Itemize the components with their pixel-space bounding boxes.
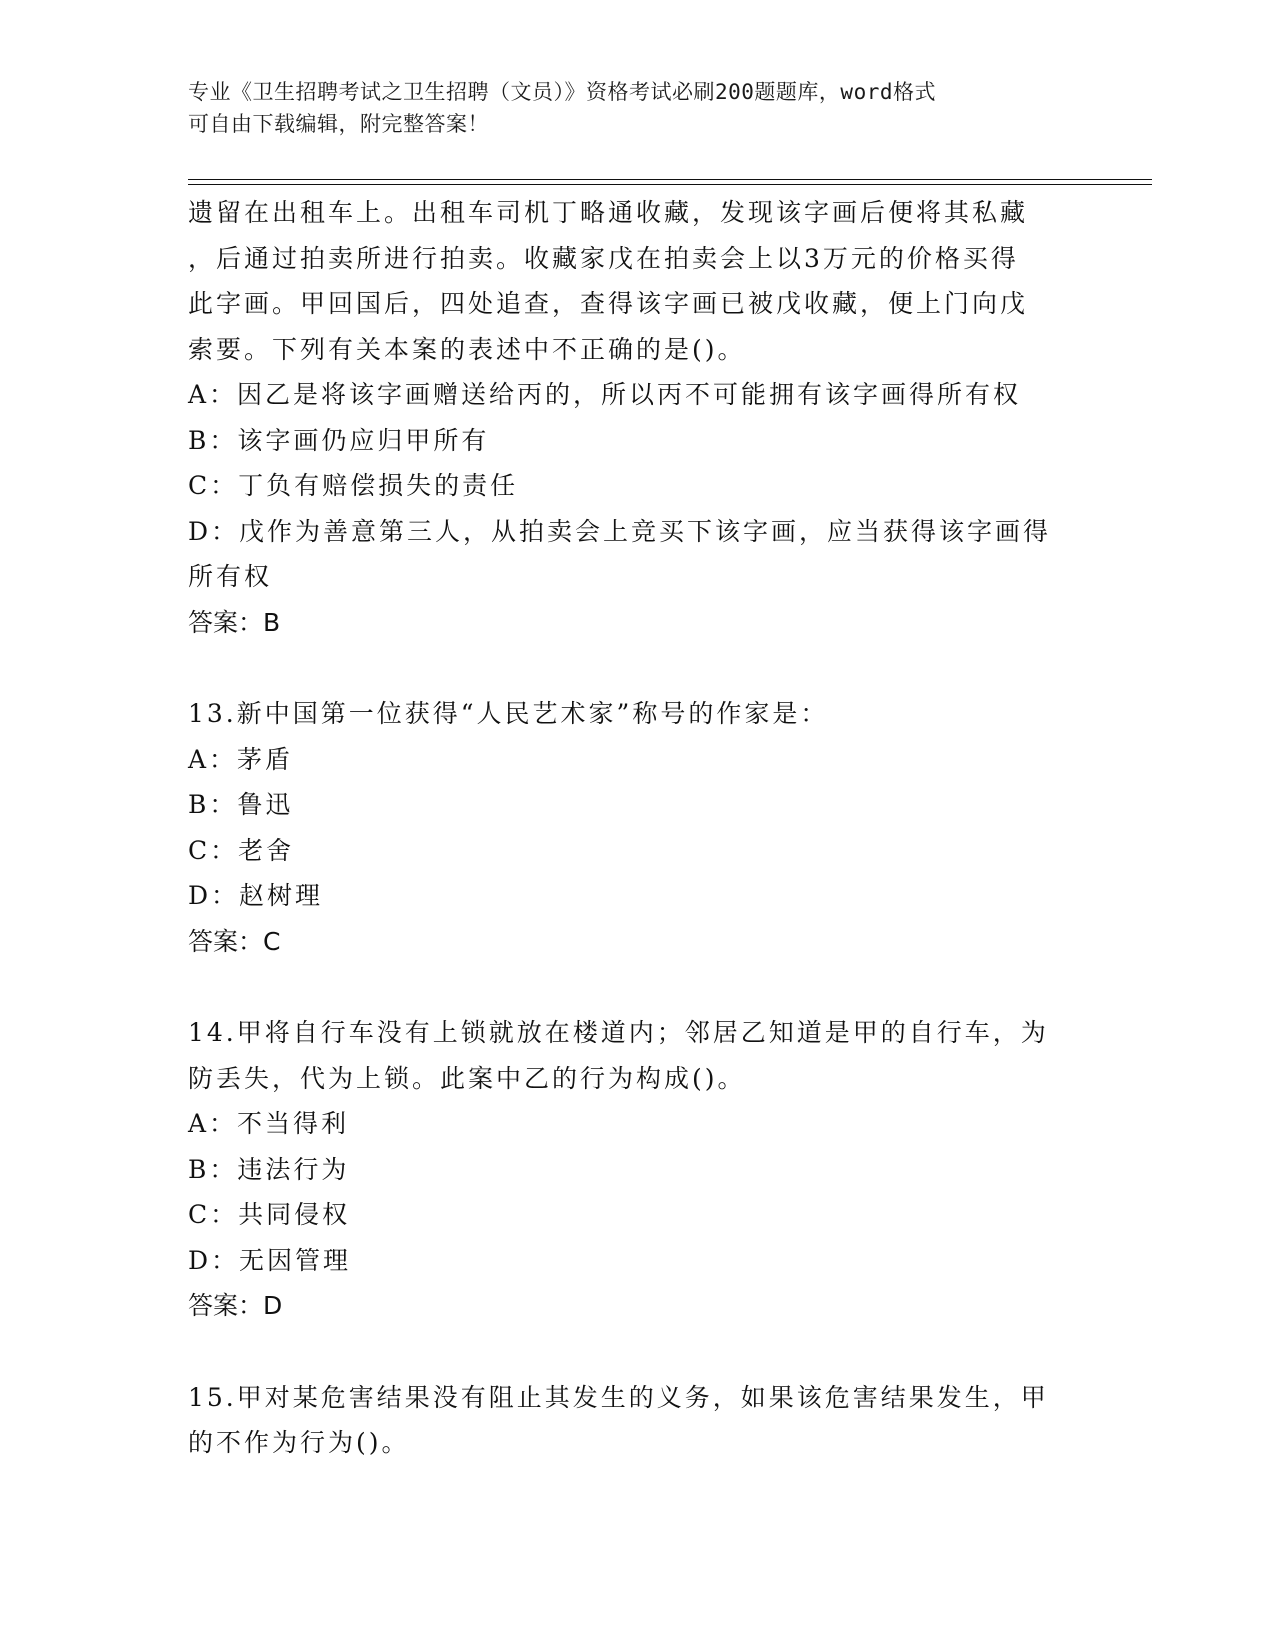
question-stem-line: 索要。下列有关本案的表述中不正确的是()。 [188, 334, 746, 364]
option-d: D：无因管理 [188, 1245, 352, 1275]
option-d-continued: 所有权 [188, 562, 273, 591]
answer-label: 答案：C [188, 926, 281, 956]
question-stem-line: 13.新中国第一位获得“人民艺术家”称号的作家是： [188, 699, 829, 728]
header-divider-top [188, 179, 1152, 180]
question-14 [188, 1010, 1088, 1329]
question-stem-line: 防丢失，代为上锁。此案中乙的行为构成()。 [188, 1063, 746, 1093]
header-line-2: 可自由下载编辑，附完整答案！ [188, 112, 489, 136]
question-stem-line: 的不作为行为()。 [188, 1428, 410, 1457]
option-c: C：老舍 [188, 835, 295, 865]
question-13 [188, 691, 1088, 964]
option-d: D：赵树理 [188, 881, 324, 910]
question-15 [188, 1375, 1088, 1466]
document-header [188, 76, 1088, 140]
question-12 [188, 190, 1088, 645]
question-stem-line: 15.甲对某危害结果没有阻止其发生的义务，如果该危害结果发生，甲 [188, 1382, 1049, 1412]
option-a: A：茅盾 [188, 744, 294, 774]
option-c: C：丁负有赔偿损失的责任 [188, 471, 519, 500]
option-b: B：违法行为 [188, 1154, 350, 1184]
question-stem-line: ，后通过拍卖所进行拍卖。收藏家戊在拍卖会上以3万元的价格买得 [188, 243, 1019, 273]
header-divider-bottom [188, 184, 1152, 185]
answer-label: 答案：D [188, 1291, 283, 1320]
answer-label: 答案：B [188, 607, 281, 637]
question-stem-line: 遗留在出租车上。出租车司机丁略通收藏，发现该字画后便将其私藏 [188, 198, 1029, 227]
question-stem-line: 14.甲将自行车没有上锁就放在楼道内；邻居乙知道是甲的自行车，为 [188, 1018, 1049, 1047]
question-stem-line: 此字画。甲回国后，四处追查，查得该字画已被戊收藏，便上门向戊 [188, 289, 1029, 318]
option-c: C：共同侵权 [188, 1200, 351, 1229]
option-d: D：戊作为善意第三人，从拍卖会上竞买下该字画，应当获得该字画得 [188, 516, 1052, 546]
question-content [188, 190, 1088, 1466]
header-line-1: 专业《卫生招聘考试之卫生招聘（文员）》资格考试必刷200题题库，word格式 [188, 80, 936, 104]
option-b: B：该字画仍应归甲所有 [188, 425, 490, 455]
option-a: A：不当得利 [188, 1109, 350, 1138]
option-b: B：鲁迅 [188, 790, 294, 819]
option-a: A：因乙是将该字画赠送给丙的，所以丙不可能拥有该字画得所有权 [188, 380, 1022, 409]
